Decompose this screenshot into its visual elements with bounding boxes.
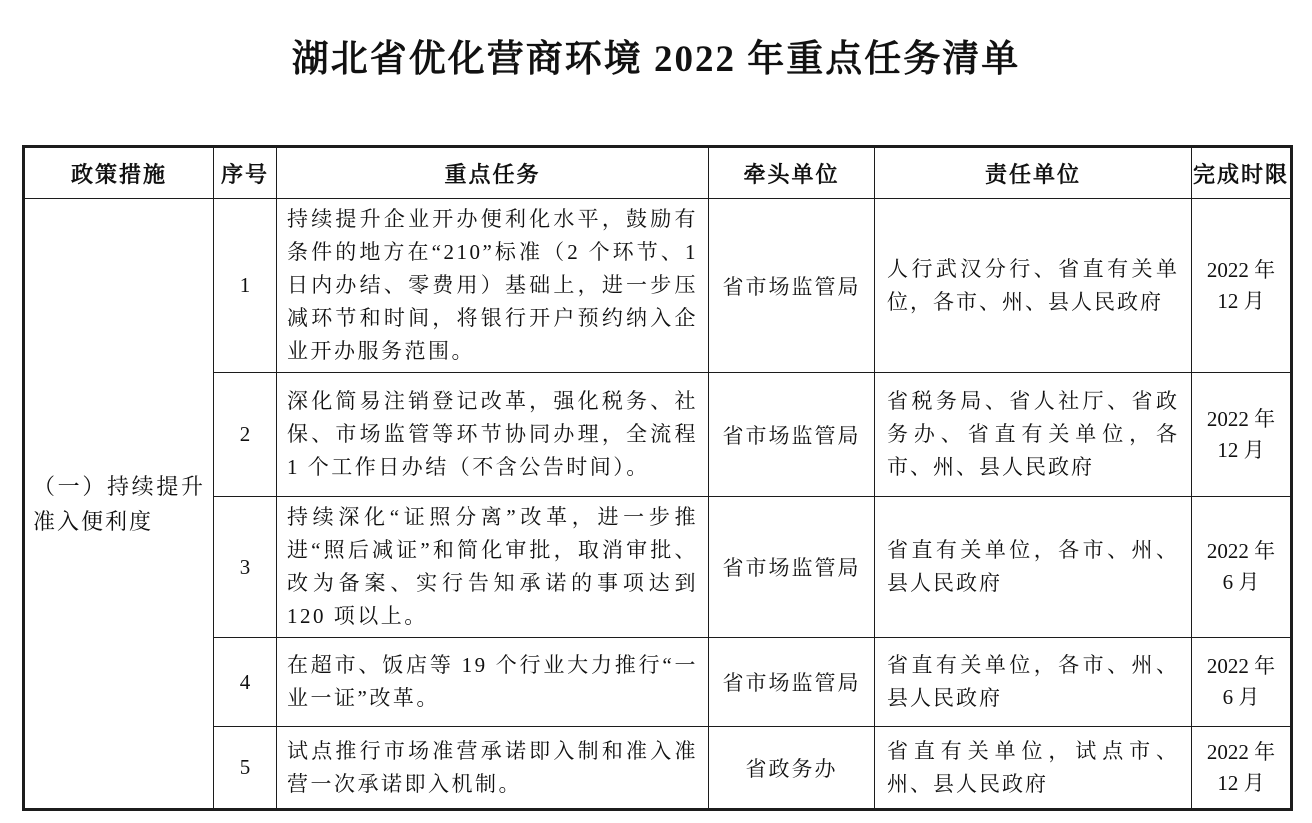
lead-unit-cell: 省政务办: [709, 727, 875, 810]
table-header-row: [24, 147, 1292, 199]
table-row: [24, 497, 1292, 638]
deadline-year: 2022 年: [1206, 739, 1276, 764]
lead-unit-cell: 省市场监管局: [709, 199, 875, 373]
serial-cell: 4: [214, 638, 277, 727]
table-row: [24, 373, 1292, 497]
serial-cell: 2: [214, 373, 277, 497]
task-cell: 深化简易注销登记改革，强化税务、社保、市场监管等环节协同办理，全流程 1 个工作日办结（不含公告时间）。: [277, 373, 709, 497]
serial-cell: 5: [214, 727, 277, 810]
deadline-month: 6 月: [1222, 570, 1260, 594]
deadline-cell: [1192, 727, 1292, 810]
header-key-task: 重点任务: [277, 147, 709, 199]
responsible-unit-cell: 省税务局、省人社厅、省政务办、省直有关单位，各市、州、县人民政府: [875, 373, 1192, 497]
deadline-cell: [1192, 497, 1292, 638]
lead-unit-cell: 省市场监管局: [709, 638, 875, 727]
responsible-unit-cell: 省直有关单位，各市、州、县人民政府: [875, 497, 1192, 638]
deadline-month: 12 月: [1217, 288, 1265, 313]
deadline-month: 12 月: [1217, 437, 1265, 462]
table-row: [24, 727, 1292, 810]
deadline-month: 12 月: [1217, 770, 1265, 795]
serial-cell: 3: [214, 497, 277, 638]
deadline-month: 6 月: [1222, 685, 1260, 709]
header-policy-measure: 政策措施: [24, 147, 214, 199]
deadline-cell: [1192, 199, 1292, 373]
lead-unit-cell: 省市场监管局: [709, 497, 875, 638]
task-cell: 持续深化“证照分离”改革，进一步推进“照后减证”和简化审批，取消审批、改为备案、实行告知承诺的事项达到 120 项以上。: [277, 497, 709, 638]
header-serial-number: 序号: [214, 147, 277, 199]
serial-cell: 1: [214, 199, 277, 373]
header-deadline: 完成时限: [1192, 147, 1292, 199]
deadline-year: 2022 年: [1206, 406, 1276, 431]
table-row: [24, 638, 1292, 727]
deadline-year: 2022 年: [1206, 257, 1276, 282]
task-cell: 持续提升企业开办便利化水平，鼓励有条件的地方在“210”标准（2 个环节、1 日内办结、零费用）基础上，进一步压减环节和时间，将银行开户预约纳入企业开办服务范围。: [277, 199, 709, 373]
deadline-year: 2022 年: [1206, 654, 1276, 678]
table-row: [24, 199, 1292, 373]
page-title: 湖北省优化营商环境 2022 年重点任务清单: [291, 39, 1021, 80]
deadline-cell: [1192, 638, 1292, 727]
header-responsible-unit: 责任单位: [875, 147, 1192, 199]
task-cell: 在超市、饭店等 19 个行业大力推行“一业一证”改革。: [277, 638, 709, 727]
deadline-cell: [1192, 373, 1292, 497]
lead-unit-cell: 省市场监管局: [709, 373, 875, 497]
deadline-year: 2022 年: [1206, 539, 1276, 563]
header-lead-unit: 牵头单位: [709, 147, 875, 199]
responsible-unit-cell: 省直有关单位，试点市、州、县人民政府: [875, 727, 1192, 810]
responsible-unit-cell: 省直有关单位，各市、州、县人民政府: [875, 638, 1192, 727]
task-cell: 试点推行市场准营承诺即入制和准入准营一次承诺即入机制。: [277, 727, 709, 810]
responsible-unit-cell: 人行武汉分行、省直有关单位，各市、州、县人民政府: [875, 199, 1192, 373]
task-table: [22, 145, 1293, 811]
policy-measure-cell: （一）持续提升准入便利度: [24, 199, 214, 810]
